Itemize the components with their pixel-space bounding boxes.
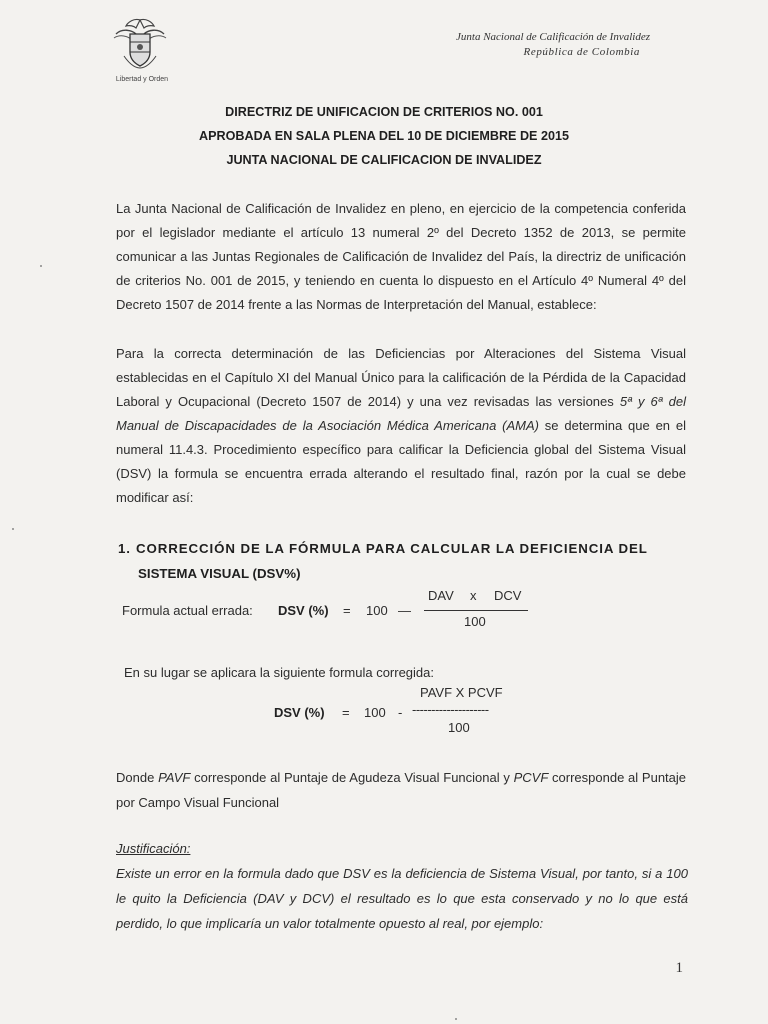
header-organization [456,30,650,60]
deficiency-paragraph-text-b: se determina que en el numeral 11.4.3. Procedimiento específico para calificar la Deficiencia global del Sistema Visual (DSV) la formula se encuentra errada alterando el resultado final, razón por la cual se debe modificar así: [116,418,686,505]
variable-pavf: PAVF [158,770,191,785]
formula-corrected-base: 100 [364,705,386,720]
section-heading [118,536,688,586]
section-number: 1. [118,541,131,556]
variables-text-3: corresponde al Puntaje por Campo Visual Funcional [116,770,687,810]
title-line-3: JUNTA NACIONAL DE CALIFICACION DE INVALIDEZ [226,153,542,167]
formula-corrected-fraction-bar: -------------------- [412,702,489,717]
intro-paragraph: La Junta Nacional de Calificación de Invalidez en pleno, en ejercicio de la competencia conferida por el legislador mediante el artículo 13 numeral 2º del Decreto 1352 de 2013, se permite comunicar a las Juntas Regionales de Calificación de Invalidez del País, la directriz de unificación de criterios No. 001 de 2015, y teniendo en cuenta lo dispuesto en el Artículo 4º Numeral 4º del Decreto 1507 de 2014 frente a las Normas de Interpretación del Manual, establece: [116,201,686,312]
variables-definition [116,765,686,815]
coat-of-arms-seal [110,16,170,72]
formula-erroneous-base: 100 [366,603,388,618]
formula-erroneous-lhs: DSV (%) [278,603,329,618]
deficiency-paragraph-text-a: Para la correcta determinación de las Deficiencias por Alteraciones del Sistema Visual establecidas en el Capítulo XI del Manual Único para la calificación de la Pérdida de la Capacidad Laboral y Ocupacional (Decreto 1507 de 2014) y una vez revisadas las versiones [116,346,686,409]
title-line-2: APROBADA EN SALA PLENA DEL 10 DE DICIEMBRE DE 2015 [199,129,569,143]
formula-erroneous-fraction-bar [424,610,528,611]
justification-heading: Justificación: [116,841,191,856]
header-org-name: Junta Nacional de Calificación de Invalidez [456,31,650,43]
formula-erroneous-operator: x [470,588,477,603]
formula-erroneous-denominator: 100 [464,614,486,629]
formula-erroneous-minus: — [398,603,411,618]
formula-erroneous-numerator-b: DCV [494,588,522,603]
title-line-1: DIRECTRIZ DE UNIFICACION DE CRITERIOS NO. 001 [225,105,543,119]
formula-erroneous-label: Formula actual errada: [122,603,253,618]
variables-text-1: Donde [116,770,159,785]
seal-motto: Libertad y Orden [115,76,169,83]
deficiency-paragraph [116,342,686,510]
formula-corrected-lhs: DSV (%) [274,705,325,720]
section-title-line-1: CORRECCIÓN DE LA FÓRMULA PARA CALCULAR LA DEFICIENCIA DEL [136,541,648,556]
section-title-line-2: SISTEMA VISUAL (DSV%) [138,566,301,581]
variable-pcvf: PCVF [513,770,549,785]
corrected-formula-intro: En su lugar se aplicara la siguiente formula corregida: [124,665,435,680]
formula-erroneous-equals: = [343,603,351,618]
scan-speck [12,528,14,530]
page-number: 1 [675,960,683,976]
scan-speck [455,1018,457,1020]
formula-corrected-equals: = [342,705,350,720]
deficiency-paragraph-italic: 5ª y 6ª del Manual de Discapacidades de la Asociación Médica Americana (AMA) [116,394,686,433]
formula-corrected-numerator: PAVF X PCVF [420,685,503,700]
formula-corrected-denominator: 100 [448,720,470,735]
variables-text-2: corresponde al Puntaje de Agudeza Visual Funcional y [190,770,514,785]
justification-paragraph: Existe un error en la formula dado que DSV es la deficiencia de Sistema Visual, por tanto, si a 100 le quito la Deficiencia (DAV y DCV) el resultado es lo que esta conservado y no lo que está perdido, lo que implicaría un valor totalmente opuesto al real, por ejemplo: [116,866,688,931]
scan-speck [40,265,42,267]
formula-corrected-minus: - [398,705,403,720]
formula-erroneous-numerator-a: DAV [428,588,454,603]
header-country: República de Colombia [523,46,640,58]
